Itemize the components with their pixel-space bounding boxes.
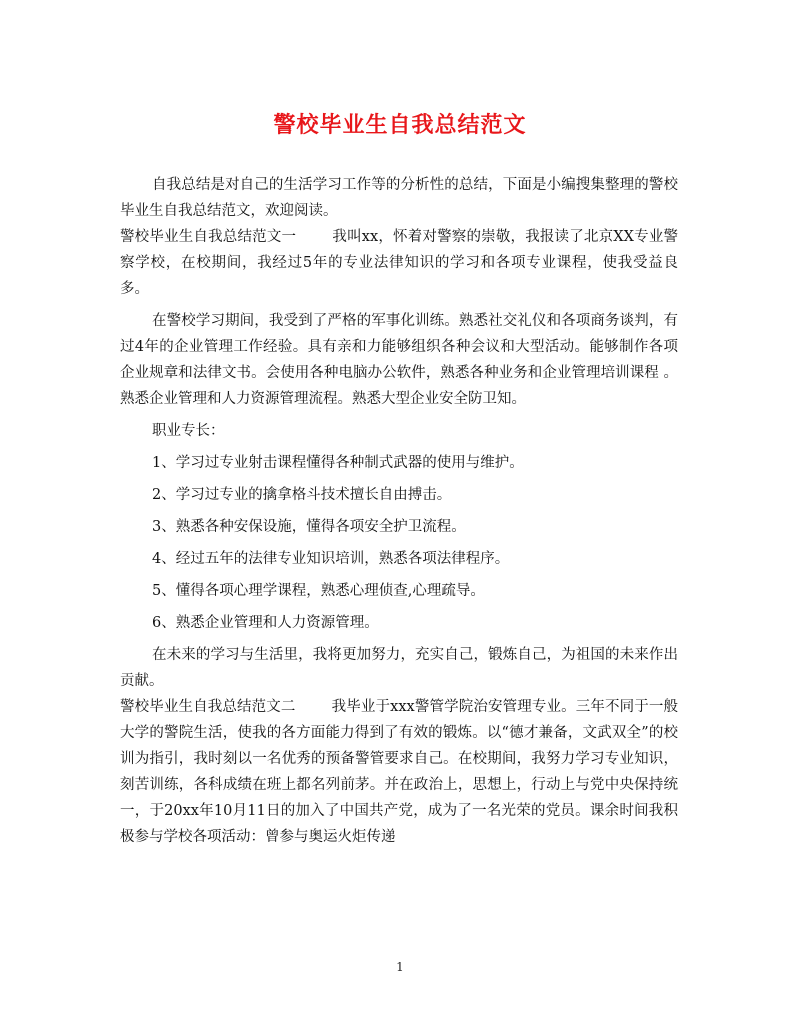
skill-item: 6、熟悉企业管理和人力资源管理。 xyxy=(152,615,379,631)
skill-item: 1、学习过专业射击课程懂得各种制式武器的使用与维护。 xyxy=(152,455,524,471)
document-title: 警校毕业生自我总结范文 xyxy=(273,112,527,138)
section1-lead: 我叫xx，怀着对警察的崇敬，我报读了北京XX专业警察学校，在校期间，我经过5年的专业法律知识的学习和各项专业课程，使我受益良多。 xyxy=(120,229,679,297)
section2-heading: 警校毕业生自我总结范文二 xyxy=(120,699,296,715)
section2-paragraph xyxy=(120,694,678,850)
skills-heading: 职业专长： xyxy=(152,423,225,439)
skill-item: 2、学习过专业的擒拿格斗技术擅长自由搏击。 xyxy=(152,487,452,503)
intro-paragraph: 自我总结是对自己的生活学习工作等的分析性的总结，下面是小编搜集整理的警校毕业生自我总结范文，欢迎阅读。 xyxy=(120,177,678,219)
document-body xyxy=(120,172,678,850)
section2-lead: 我毕业于xxx警管学院治安管理专业。三年不同于一般大学的警院生活，使我的各方面能力得到了有效的锻炼。以“德才兼备，文武双全”的校训为指引，我时刻以一名优秀的预备警管要求自己。在校期间，我努力学习专业知识，刻苦训练，各科成绩在班上都名列前茅。并在政治上，思想上，行动上与党中央保持统一，于20xx年10月11日的加入了中国共产党，成为了一名光荣的党员。课余时间我积极参与学校各项活动：曾参与奥运火炬传递 xyxy=(120,699,678,845)
skill-item: 4、经过五年的法律专业知识培训，熟悉各项法律程序。 xyxy=(152,551,510,567)
section1-paragraph xyxy=(120,224,678,302)
section1-heading: 警校毕业生自我总结范文一 xyxy=(120,229,297,245)
skill-item: 3、熟悉各种安保设施，懂得各项安全护卫流程。 xyxy=(152,519,466,535)
page-number: 1 xyxy=(396,960,404,974)
future-paragraph: 在未来的学习与生活里，我将更加努力，充实自己，锻炼自己，为祖国的未来作出贡献。 xyxy=(120,647,678,689)
training-paragraph: 在警校学习期间，我受到了严格的军事化训练。熟悉社交礼仪和各项商务谈判，有过4年的企业管理工作经验。具有亲和力能够组织各种会议和大型活动。能够制作各项企业规章和法律文书。会使用各种电脑办公软件，熟悉各种业务和企业管理培训课程 。熟悉企业管理和人力资源管理流程。熟悉大型企业安全防卫知。 xyxy=(120,313,678,407)
skill-item: 5、懂得各项心理学课程，熟悉心理侦查,心理疏导。 xyxy=(152,583,485,599)
